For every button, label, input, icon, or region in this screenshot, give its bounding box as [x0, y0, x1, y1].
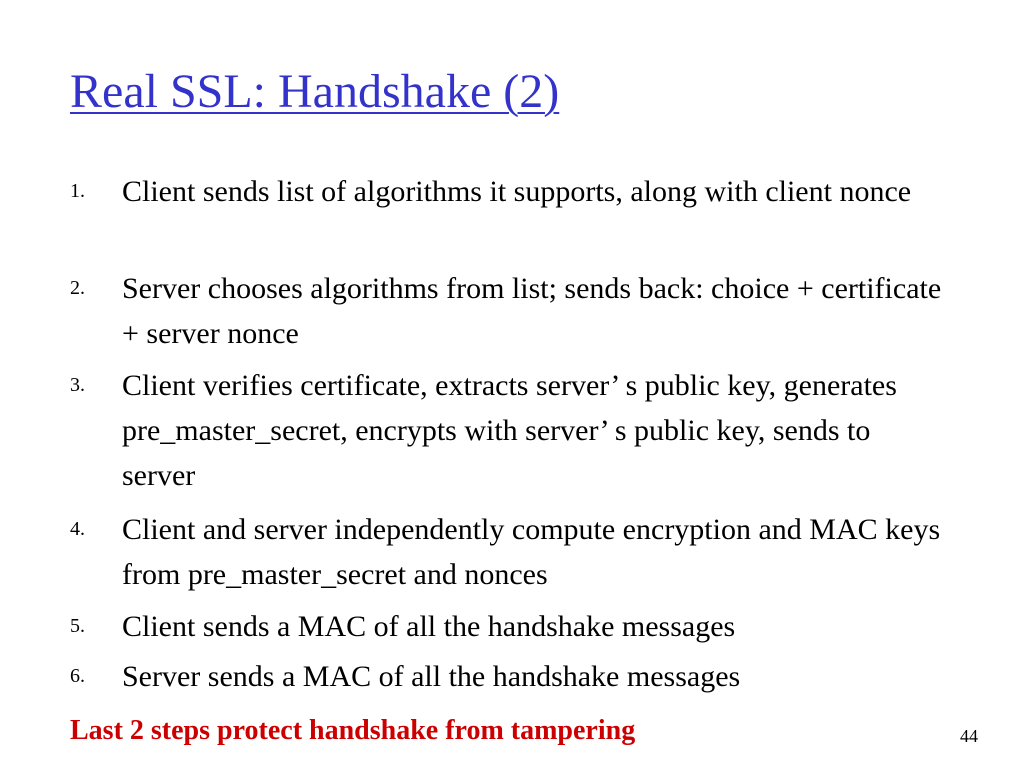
step-number: 1.: [70, 180, 85, 202]
step-item-6: [0, 654, 1024, 699]
footer-note: Last 2 steps protect handshake from tampering: [70, 715, 636, 746]
step-item-4: [0, 507, 1024, 604]
step-text: Client sends list of algorithms it supports, along with client nonce: [122, 175, 912, 208]
step-text: Client and server independently compute encryption and MAC keys from pre_master_secret and nonces: [122, 513, 941, 591]
step-number: 3.: [70, 374, 85, 396]
step-item-2: [0, 266, 1024, 363]
step-item-5: [0, 604, 1024, 654]
step-text: Server sends a MAC of all the handshake messages: [122, 660, 741, 693]
step-text: Client verifies certificate, extracts server’ s public key, generates pre_master_secret, encrypts with server’ s public key, sends to server: [122, 369, 897, 492]
slide-title: Real SSL: Handshake (2): [70, 65, 560, 118]
step-text: Server chooses algorithms from list; sends back: choice + certificate + server nonce: [122, 272, 942, 350]
step-number: 2.: [70, 277, 85, 299]
steps-list: [0, 169, 1024, 699]
step-text: Client sends a MAC of all the handshake messages: [122, 610, 736, 643]
step-number: 4.: [70, 518, 85, 540]
step-item-1: [0, 169, 1024, 266]
step-item-3: [0, 363, 1024, 507]
step-number: 5.: [70, 615, 85, 637]
page-number: 44: [960, 726, 978, 746]
step-number: 6.: [70, 665, 85, 687]
